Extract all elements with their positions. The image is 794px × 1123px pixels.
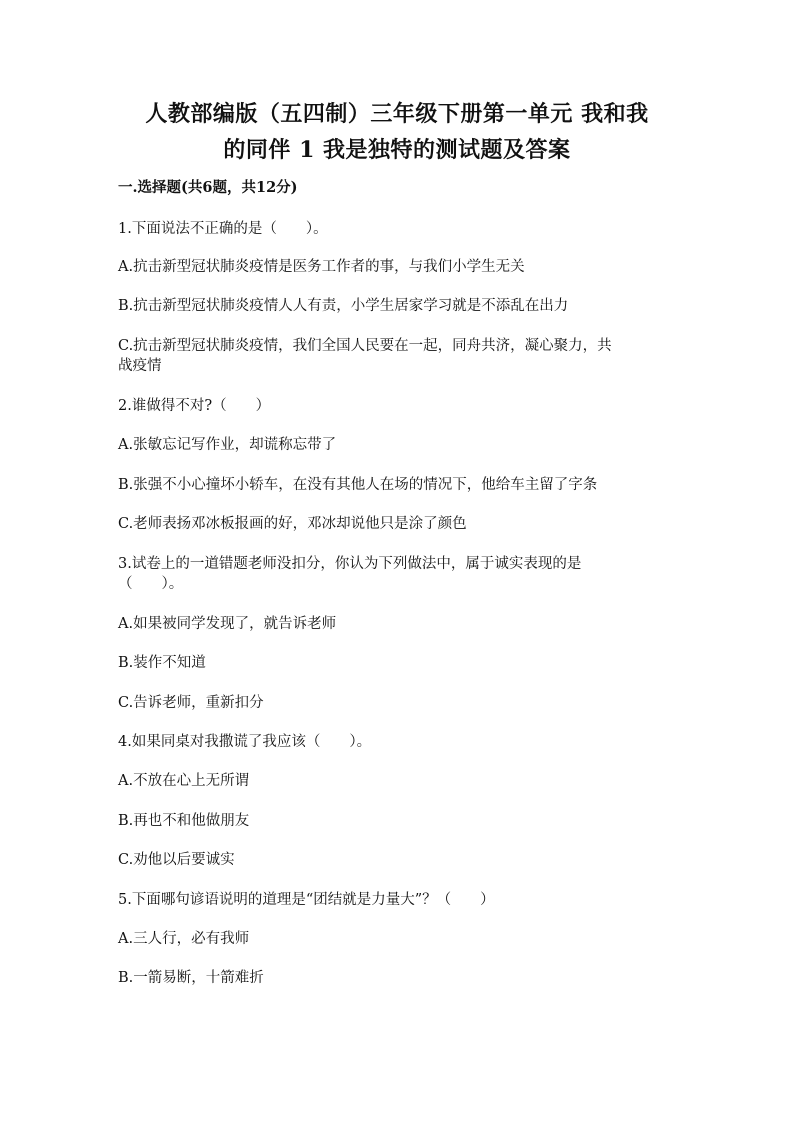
question-5-stem: 5.下面哪句谚语说明的道理是“团结就是力量大”？（ ） [118, 892, 495, 908]
question-3-stem-line1: 3.试卷上的一道错题老师没扣分，你认为下列做法中，属于诚实表现的是 [118, 556, 582, 572]
question-4-stem: 4.如果同桌对我撒谎了我应该（ ）。 [118, 734, 372, 750]
question-2-option-a: A.张敏忘记写作业，却谎称忘带了 [118, 437, 337, 453]
question-2-option-b: B.张强不小心撞坏小轿车，在没有其他人在场的情况下，他给车主留了字条 [118, 477, 598, 493]
question-5-option-a: A.三人行，必有我师 [118, 931, 250, 947]
section-heading: 一.选择题(共6题，共12分) [118, 179, 298, 196]
question-1-stem: 1.下面说法不正确的是（ ）。 [118, 221, 328, 237]
title-line-2: 的同伴 1 我是独特的测试题及答案 [223, 137, 571, 163]
question-5-option-b: B.一箭易断，十箭难折 [118, 970, 264, 986]
question-1-option-b: B.抗击新型冠状肺炎疫情人人有责，小学生居家学习就是不添乱在出力 [118, 298, 569, 314]
question-2-option-c: C.老师表扬邓冰板报画的好，邓冰却说他只是涂了颜色 [118, 516, 467, 532]
question-3-option-c: C.告诉老师，重新扣分 [118, 695, 264, 711]
question-4-option-b: B.再也不和他做朋友 [118, 813, 250, 829]
question-3-option-b: B.装作不知道 [118, 655, 206, 671]
question-2-stem: 2.谁做得不对?（ ） [118, 398, 271, 414]
title-line-1: 人教部编版（五四制）三年级下册第一单元 我和我 [145, 101, 649, 127]
question-1-option-a: A.抗击新型冠状肺炎疫情是医务工作者的事，与我们小学生无关 [118, 259, 525, 275]
question-1-option-c-line1: C.抗击新型冠状肺炎疫情，我们全国人民要在一起，同舟共济，凝心聚力，共 [118, 338, 612, 354]
question-1-option-c-line2: 战疫情 [118, 358, 162, 374]
question-3-option-a: A.如果被同学发现了，就告诉老师 [118, 616, 337, 632]
document-title [90, 96, 704, 168]
question-3-stem-line2: （ ）。 [118, 576, 184, 592]
question-4-option-a: A.不放在心上无所谓 [118, 773, 250, 789]
question-4-option-c: C.劝他以后要诚实 [118, 852, 235, 868]
